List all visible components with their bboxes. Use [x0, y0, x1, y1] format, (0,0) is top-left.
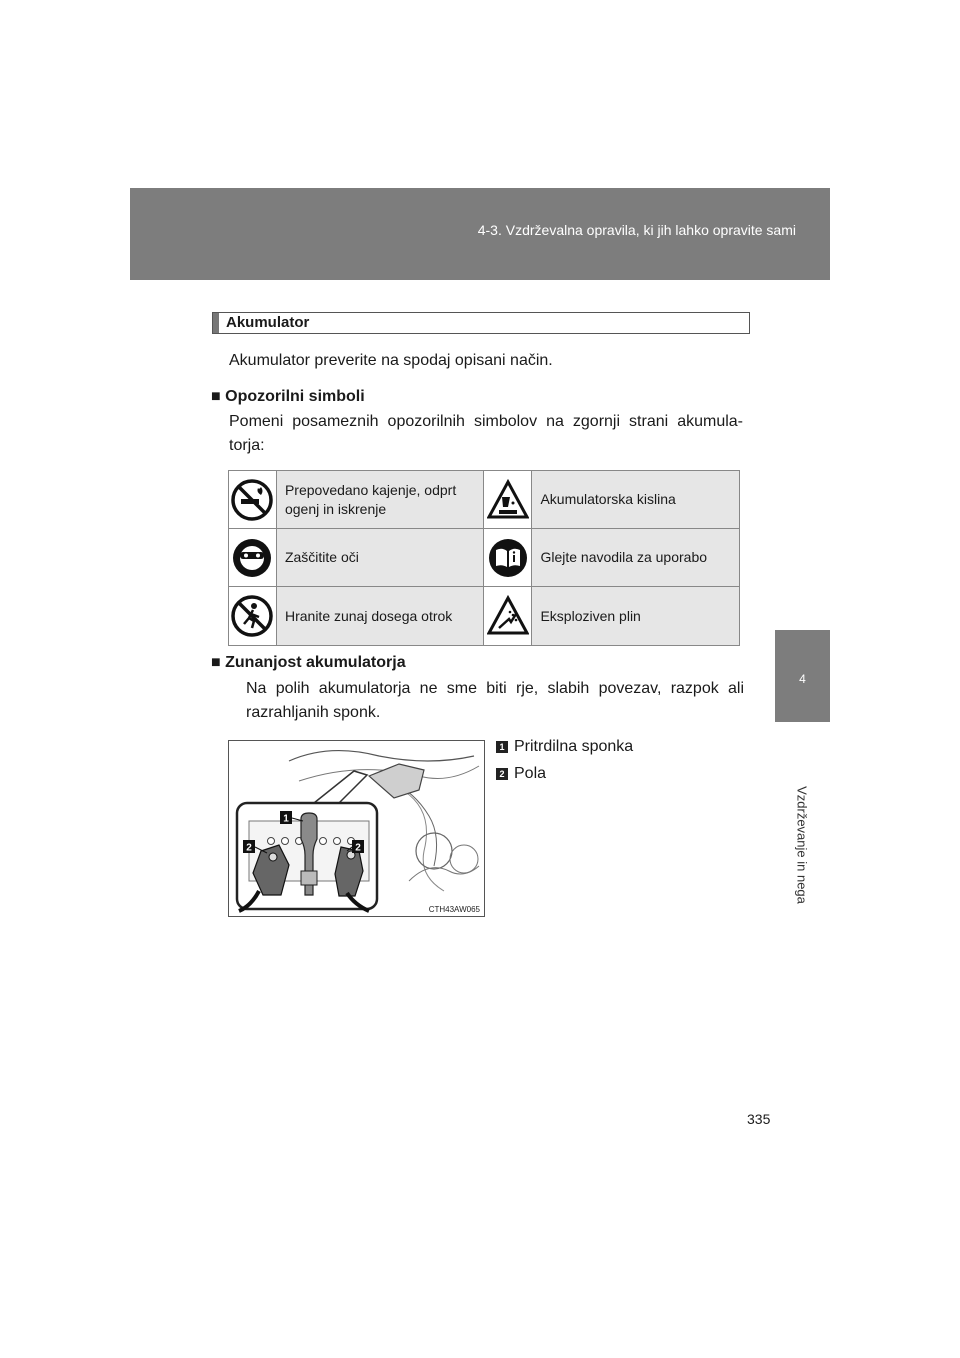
battery-terminal-illustration: [229, 741, 484, 916]
symbol-label: Prepovedano kajenje, odprt ogenj in iskrenje: [284, 481, 457, 517]
callout-2-left-label: 2: [246, 842, 252, 854]
symbol-cell: [229, 587, 277, 646]
section-title: Akumulator: [226, 314, 310, 331]
exterior-description: Na polih akumulatorja ne sme biti rje, slabih povezav, razpok ali razrahljanih sponk.: [246, 680, 744, 721]
table-row: [229, 471, 740, 529]
callout-2-right-label: 2: [355, 842, 361, 854]
battery-illustration: [228, 740, 485, 917]
symbol-cell: [229, 529, 277, 587]
keep-children-away-icon: [231, 595, 273, 637]
symbol-label-cell: [276, 471, 484, 529]
battery-acid-icon: [487, 479, 529, 521]
symbol-label-cell: [532, 587, 740, 646]
section-title-bar: [212, 312, 750, 334]
chapter-header-band: [130, 188, 830, 280]
symbol-label: Zaščitite oči: [284, 549, 359, 565]
chapter-title: 4-3. Vzdrževalna opravila, ki jih lahko opravite sami: [477, 222, 796, 238]
symbol-label-cell: [276, 529, 484, 587]
legend-number-box: 2: [496, 768, 508, 780]
chapter-tab: [775, 630, 830, 722]
exterior-heading: [211, 651, 406, 675]
symbol-cell: [484, 471, 532, 529]
table-row: [229, 587, 740, 646]
warning-description: Pomeni posameznih opozorilnih simbolov na zgornji strani akumula-torja:: [229, 413, 743, 454]
legend-label: Pola: [514, 765, 547, 782]
eye-protection-icon: [231, 537, 273, 579]
figure-code: CTH43AW065: [428, 905, 480, 914]
symbol-label: Glejte navodila za uporabo: [540, 549, 708, 565]
exterior-bullet: ■: [211, 654, 221, 671]
symbol-label: Eksploziven plin: [540, 607, 641, 624]
symbol-cell: [229, 471, 277, 529]
exterior-heading-text: Zunanjost akumulatorja: [225, 654, 406, 671]
chapter-tab-label: Vzdrževanje in nega: [794, 786, 810, 904]
intro-text: Akumulator preverite na spodaj opisani način.: [229, 352, 553, 369]
section-title-accent: [213, 313, 219, 333]
read-manual-icon: [487, 537, 529, 579]
legend-number-box: 1: [496, 741, 508, 753]
legend-label: Pritrdilna sponka: [514, 738, 634, 755]
symbol-cell: [484, 587, 532, 646]
symbol-cell: [484, 529, 532, 587]
chapter-tab-number: 4: [799, 672, 806, 686]
page-number: 335: [747, 1111, 771, 1127]
callout-1-label: 1: [283, 813, 289, 825]
warning-heading: [211, 385, 365, 409]
symbol-label: Akumulatorska kislina: [540, 491, 676, 507]
legend-item-poles: [496, 765, 546, 783]
symbol-label-cell: [532, 471, 740, 529]
symbol-label: Hranite zunaj dosega otrok: [284, 607, 453, 624]
symbol-label-cell: [276, 587, 484, 646]
warning-bullet: ■: [211, 388, 221, 405]
warning-symbols-table: [228, 470, 740, 646]
legend-item-clamp: [496, 738, 633, 756]
warning-heading-text: Opozorilni simboli: [225, 388, 365, 405]
symbol-label-cell: [532, 529, 740, 587]
table-row: [229, 529, 740, 587]
explosive-gas-icon: [487, 595, 529, 637]
no-smoking-fire-icon: [231, 479, 273, 521]
